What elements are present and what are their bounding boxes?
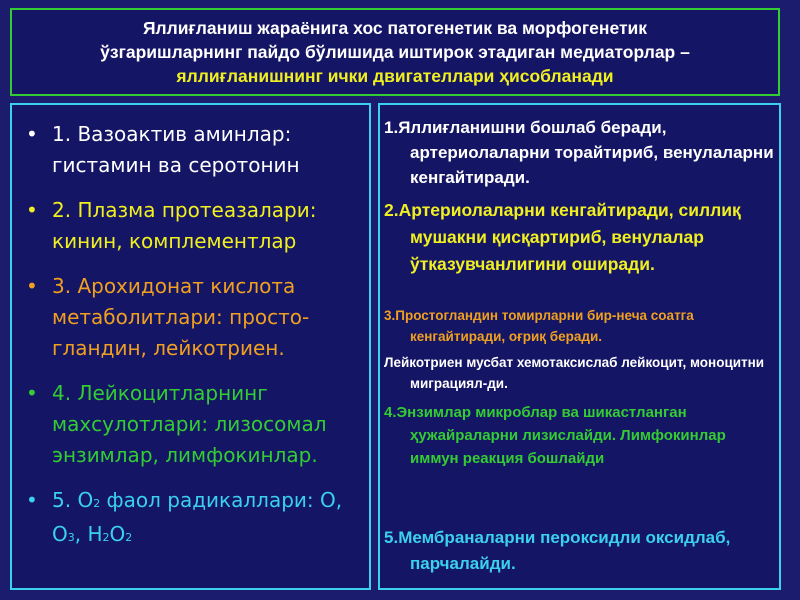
mediator-list bbox=[12, 105, 369, 553]
list-item-text: 1. Вазоактив аминлар: гистамин ва серотонин bbox=[52, 122, 300, 177]
mediator-effects-panel bbox=[378, 103, 781, 590]
title-line-3: яллиғланишнинг ички двигателлари ҳисобланади bbox=[176, 66, 614, 86]
title-line-1: Яллиғланиш жараёнига хос патогенетик ва морфогенетик bbox=[142, 18, 648, 38]
slide-title bbox=[10, 8, 780, 96]
effect-paragraph: 5.Мембраналарни пероксидли оксидлаб, парчалайди. bbox=[384, 528, 731, 573]
list-item-text: 3. Арохидонат кислота метаболитлари: просто-гландин, лейкотриен. bbox=[52, 274, 310, 360]
list-item bbox=[26, 271, 359, 364]
mediator-list-panel bbox=[10, 103, 371, 590]
list-item-text: 5. О2 фаол радикаллари: О, О3, Н2О2 bbox=[52, 488, 343, 546]
list-item bbox=[26, 378, 359, 471]
effect-paragraph: Лейкотриен мусбат хемотаксислаб лейкоцит, моноцитни миграциял-ди. bbox=[384, 355, 765, 391]
list-item bbox=[26, 195, 359, 257]
bullet-icon: • bbox=[26, 488, 38, 512]
title-line-2: ўзгаришларнинг пайдо бўлишида иштирок этадиган медиаторлар – bbox=[100, 42, 690, 62]
list-item-text: 2. Плазма протеазалари: кинин, комплементлар bbox=[52, 198, 317, 253]
list-item bbox=[26, 119, 359, 181]
list-item bbox=[26, 485, 359, 553]
bullet-icon: • bbox=[26, 274, 38, 298]
effect-paragraph: 4.Энзимлар микроблар ва шикастланган ҳужайраларни лизислайди. Лимфокинлар иммун реакция бошлайди bbox=[384, 404, 726, 467]
effect-paragraph: 1.Яллиғланишни бошлаб беради, артериолаларни торайтириб, венулаларни кенгайтиради. bbox=[384, 118, 774, 187]
bullet-icon: • bbox=[26, 122, 38, 146]
bullet-icon: • bbox=[26, 198, 38, 222]
list-item-text: 4. Лейкоцитларнинг махсулотлари: лизосомал энзимлар, лимфокинлар. bbox=[52, 381, 327, 467]
effect-paragraph: 2.Артериолаларни кенгайтиради, силлиқ мушакни қисқартириб, венулалар ўтказувчанлигини оширади. bbox=[384, 200, 741, 274]
bullet-icon: • bbox=[26, 381, 38, 405]
effect-paragraph: 3.Простогландин томирларни бир-неча соатга кенгайтиради, оғриқ беради. bbox=[384, 308, 694, 344]
